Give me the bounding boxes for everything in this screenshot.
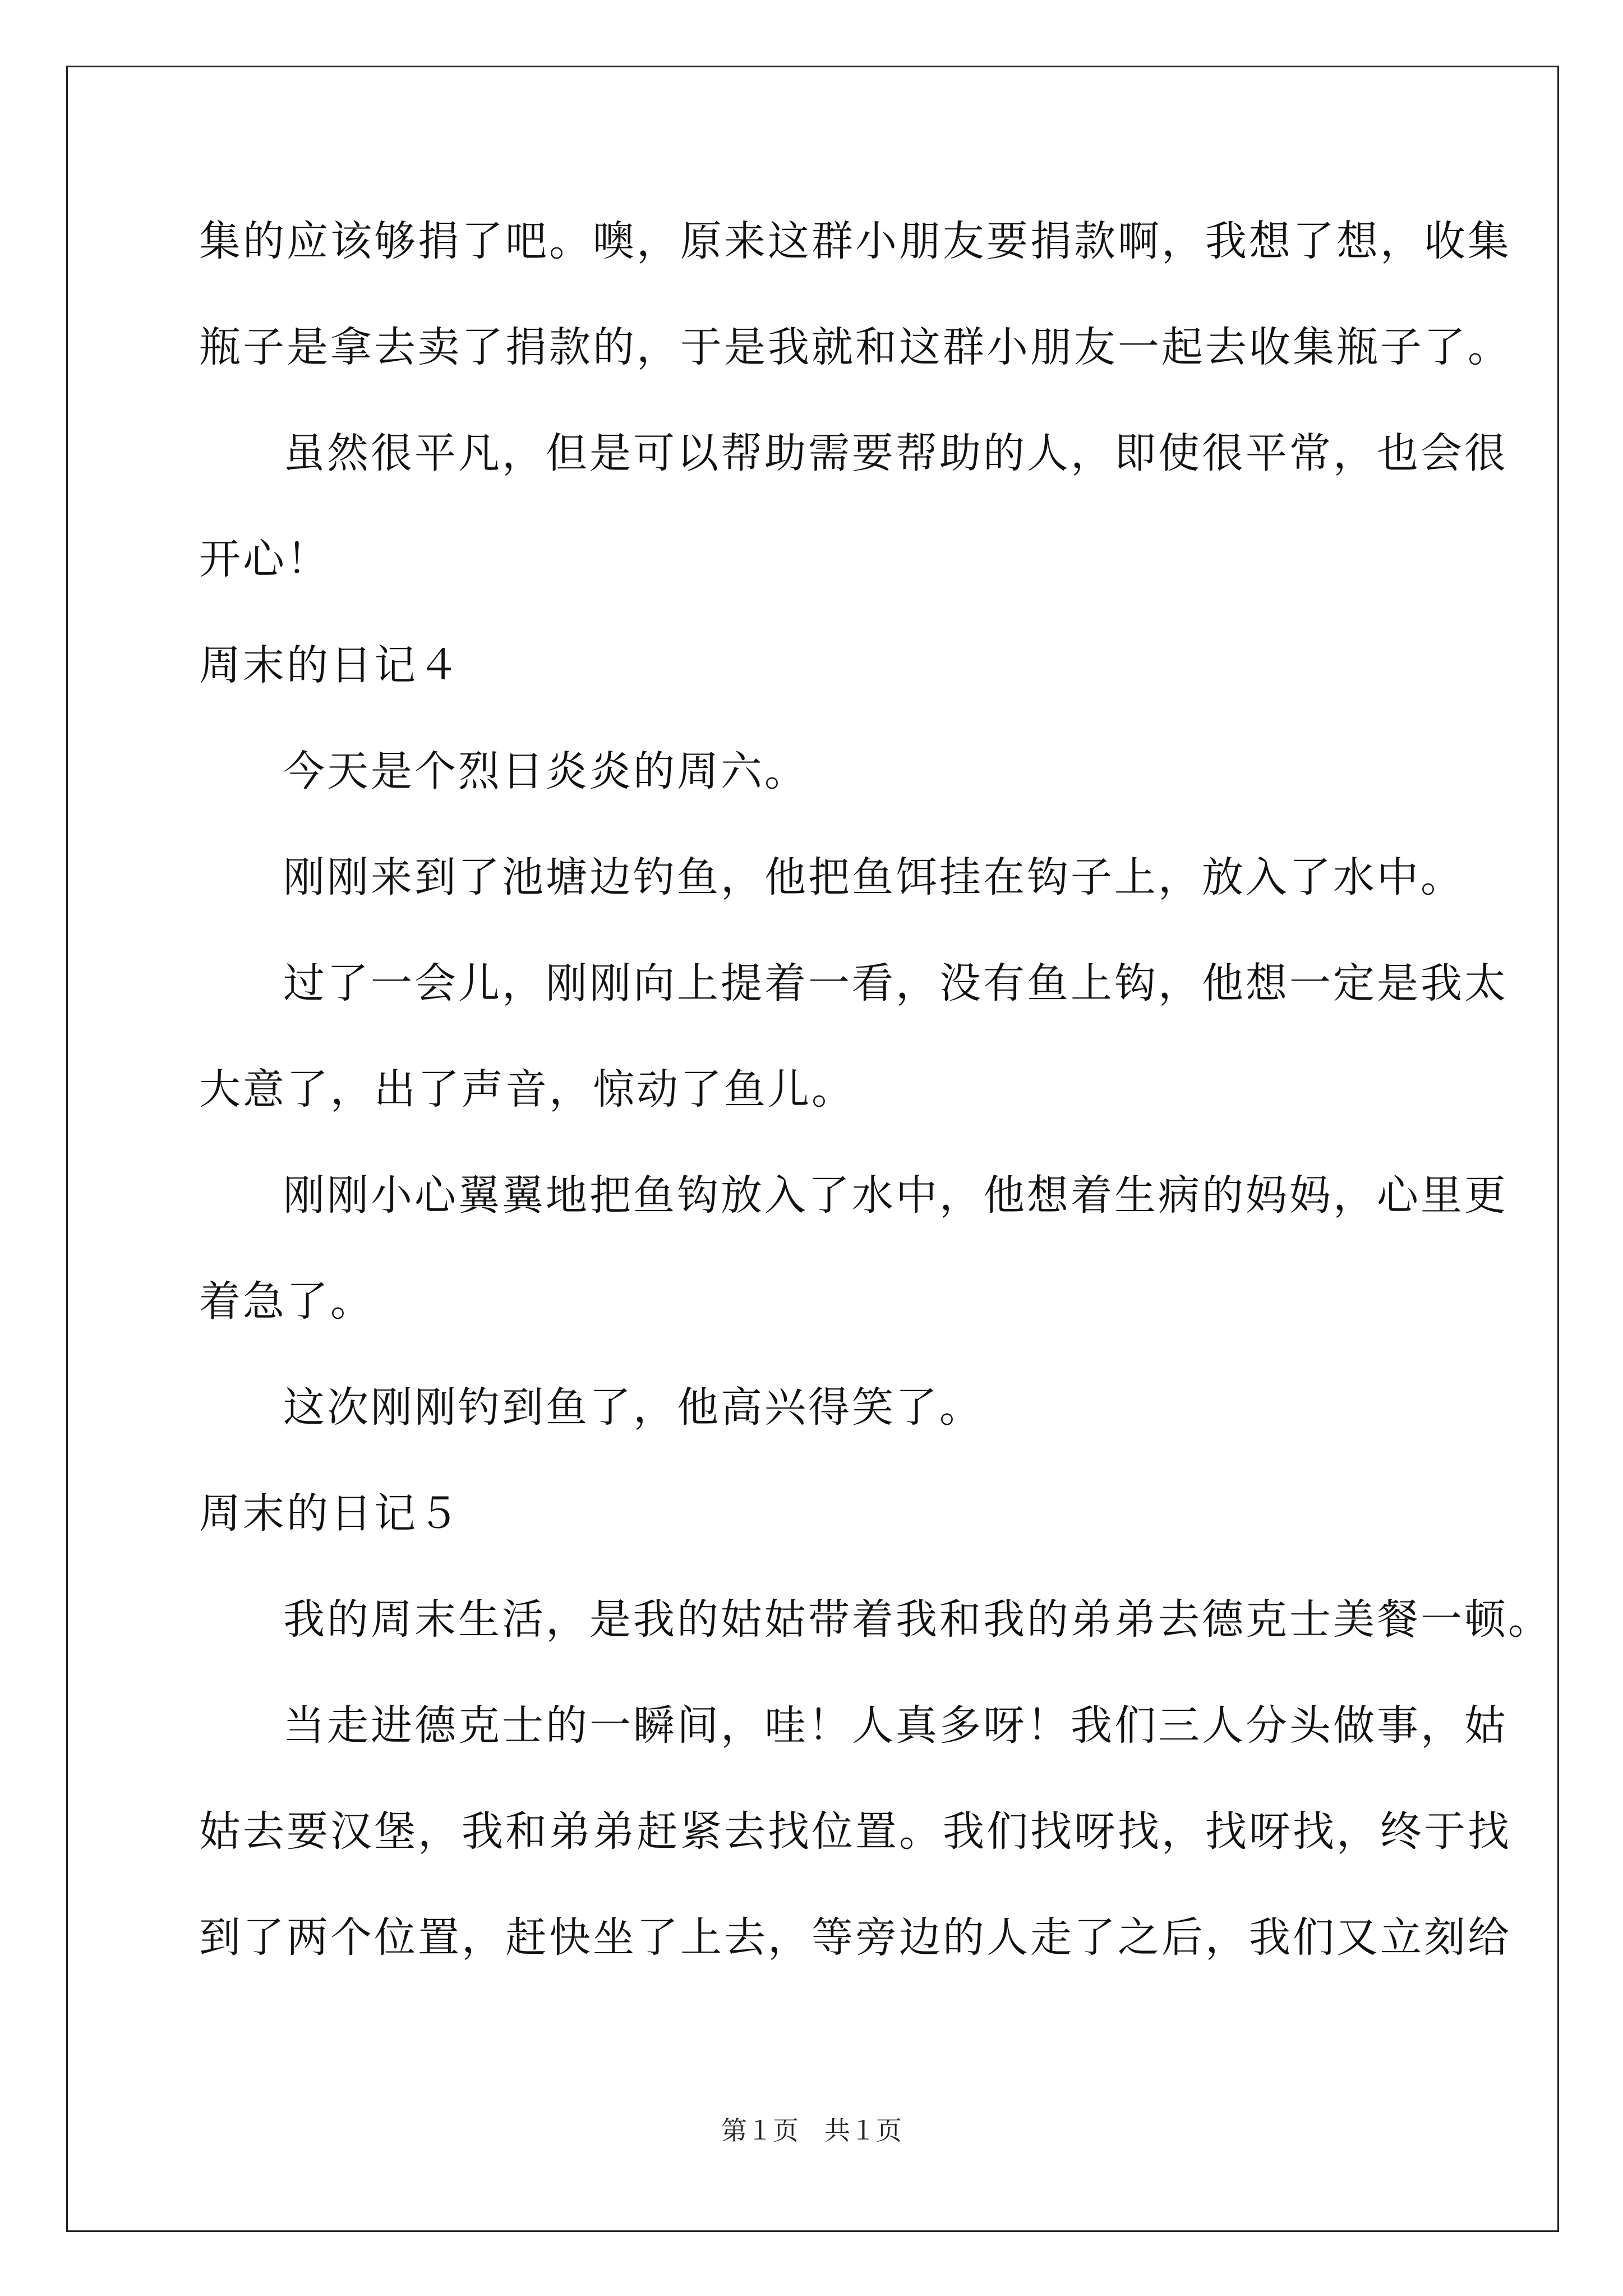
section-heading: 周末的日记５	[199, 1489, 462, 1538]
paragraph-line: 瓶子是拿去卖了捐款的，于是我就和这群小朋友一起去收集瓶子了。	[199, 323, 1511, 371]
paragraph-line: 大意了，出了声音，惊动了鱼儿。	[199, 1065, 855, 1114]
paragraph-line: 当走进德克士的一瞬间，哇！人真多呀！我们三人分头做事，姑	[283, 1701, 1508, 1750]
paragraph-line: 姑去要汉堡，我和弟弟赶紧去找位置。我们找呀找，找呀找，终于找	[199, 1807, 1511, 1856]
paragraph-line: 刚刚来到了池塘边钓鱼，他把鱼饵挂在钩子上，放入了水中。	[283, 853, 1464, 901]
document-body	[199, 217, 1552, 2021]
section-heading: 周末的日记４	[199, 641, 462, 689]
paragraph-line: 我的周末生活，是我的姑姑带着我和我的弟弟去德克士美餐一顿。	[283, 1595, 1552, 1644]
paragraph-line: 刚刚小心翼翼地把鱼钩放入了水中，他想着生病的妈妈，心里更	[283, 1171, 1508, 1220]
paragraph-line: 过了一会儿，刚刚向上提着一看，没有鱼上钩，他想一定是我太	[283, 959, 1508, 1007]
paragraph-line: 今天是个烈日炎炎的周六。	[283, 747, 808, 795]
page-number-footer: 第１页 共１页	[721, 2115, 902, 2146]
paragraph-line: 开心！	[199, 535, 330, 583]
paragraph-line: 到了两个位置，赶快坐了上去，等旁边的人走了之后，我们又立刻给	[199, 1913, 1511, 1962]
paragraph-line: 虽然很平凡，但是可以帮助需要帮助的人，即使很平常，也会很	[283, 429, 1508, 477]
paragraph-line: 集的应该够捐了吧。噢，原来这群小朋友要捐款啊，我想了想，收集	[199, 217, 1511, 265]
paragraph-line: 这次刚刚钓到鱼了，他高兴得笑了。	[283, 1383, 983, 1432]
paragraph-line: 着急了。	[199, 1277, 374, 1326]
